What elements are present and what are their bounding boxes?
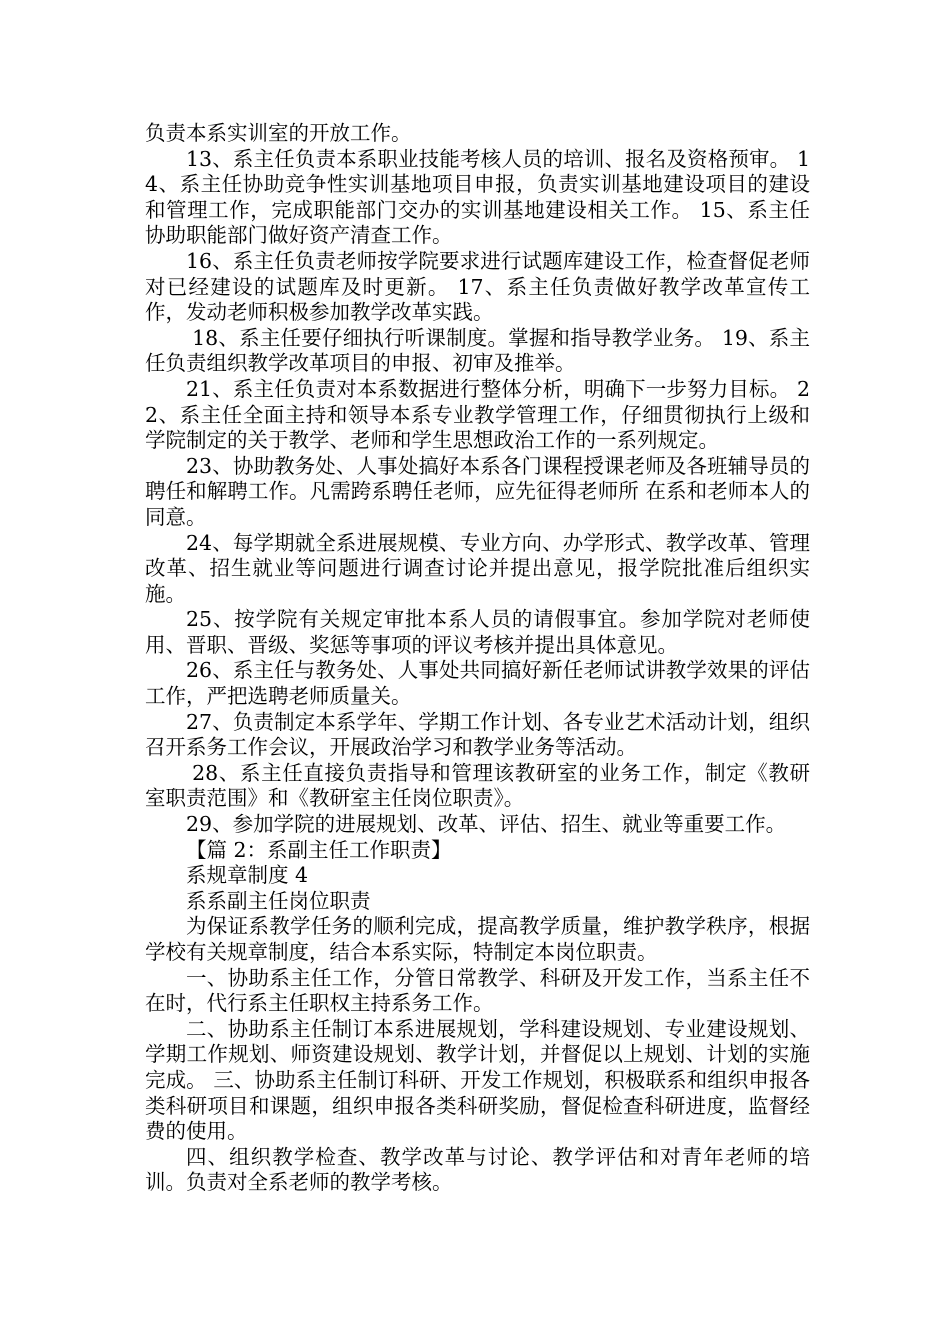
paragraph-1: 负责本系实训室的开放工作。 — [145, 121, 412, 145]
paragraph-duty-2: 二、协助系主任制订本系进展规划，学科建设规划、专业建设规划、学期工作规划、师资建设规划、教学计划，并督促以上规划、计划的实施完成。 三、协助系主任制订科研、开发工作规划，积极联系和组织申报各类科研项目和课题，组织申报各类科研奖励，督促检查科研进度，监督经费的使用。 — [145, 1016, 810, 1144]
section-title: 系系副主任岗位职责 — [186, 888, 371, 913]
paragraph-9: 26、系主任与教务处、人事处共同搞好新任老师试讲教学效果的评估工作，严把选聘老师质量关。 — [145, 658, 810, 709]
paragraph-8: 25、按学院有关规定审批本系人员的请假事宜。参加学院对老师使用、晋职、晋级、奖惩等事项的评议考核并提出具体意见。 — [145, 607, 810, 657]
paragraph-2: 13、系主任负责本系职业技能考核人员的培训、报名及资格预审。 14、系主任协助竞争性实训基地项目申报，负责实训基地建设项目的建设和管理工作，完成职能部门交办的实训基地建设相关工作。 15、系主任协助职能部门做好资产清查工作。 — [145, 146, 810, 248]
paragraph-duty-1: 一、协助系主任工作，分管日常教学、科研及开发工作，当系主任不在时，代行系主任职权主持系务工作。 — [145, 965, 810, 1016]
paragraph-7: 24、每学期就全系进展规模、专业方向、办学形式、教学改革、管理改革、招生就业等问题进行调查讨论并提出意见，报学院批准后组织实施。 — [145, 530, 810, 606]
paragraph-6: 23、协助教务处、人事处搞好本系各门课程授课老师及各班辅导员的聘任和解聘工作。凡需跨系聘任老师，应先征得老师所 在系和老师本人的同意。 — [145, 453, 810, 529]
paragraph-10: 27、负责制定本系学年、学期工作计划、各专业艺术活动计划，组织召开系务工作会议，开展政治学习和教学业务等活动。 — [145, 709, 810, 760]
paragraph-5: 21、系主任负责对本系数据进行整体分析，明确下一步努力目标。 22、系主任全面主持和领导本系专业教学管理工作，仔细贯彻执行上级和学院制定的关于教学、老师和学生思想政治工作的一系列规定。 — [145, 376, 810, 453]
paragraph-3: 16、系主任负责老师按学院要求进行试题库建设工作，检查督促老师对已经建设的试题库及时更新。 17、系主任负责做好教学改革宣传工作，发动老师积极参加教学改革实践。 — [145, 248, 810, 325]
paragraph-intro: 为保证系教学任务的顺利完成，提高教学质量，维护教学秩序，根据学校有关规章制度，结合本系实际，特制定本岗位职责。 — [145, 914, 810, 964]
section-subtitle: 系规章制度 4 — [186, 863, 309, 888]
paragraph-11: 28、系主任直接负责指导和管理该教研室的业务工作，制定《教研室职责范围》和《教研室主任岗位职责》。 — [145, 760, 810, 811]
paragraph-12: 29、参加学院的进展规划、改革、评估、招生、就业等重要工作。 — [186, 812, 787, 837]
paragraph-4: 18、系主任要仔细执行听课制度。掌握和指导教学业务。 19、系主任负责组织教学改革项目的申报、初审及推举。 — [145, 325, 810, 376]
paragraph-duty-4: 四、组织教学检查、教学改革与讨论、教学评估和对青年老师的培训。负责对全系老师的教学考核。 — [145, 1144, 810, 1195]
document-page — [145, 121, 810, 1196]
section-heading: 【篇 2：系副主任工作职责】 — [186, 837, 452, 862]
